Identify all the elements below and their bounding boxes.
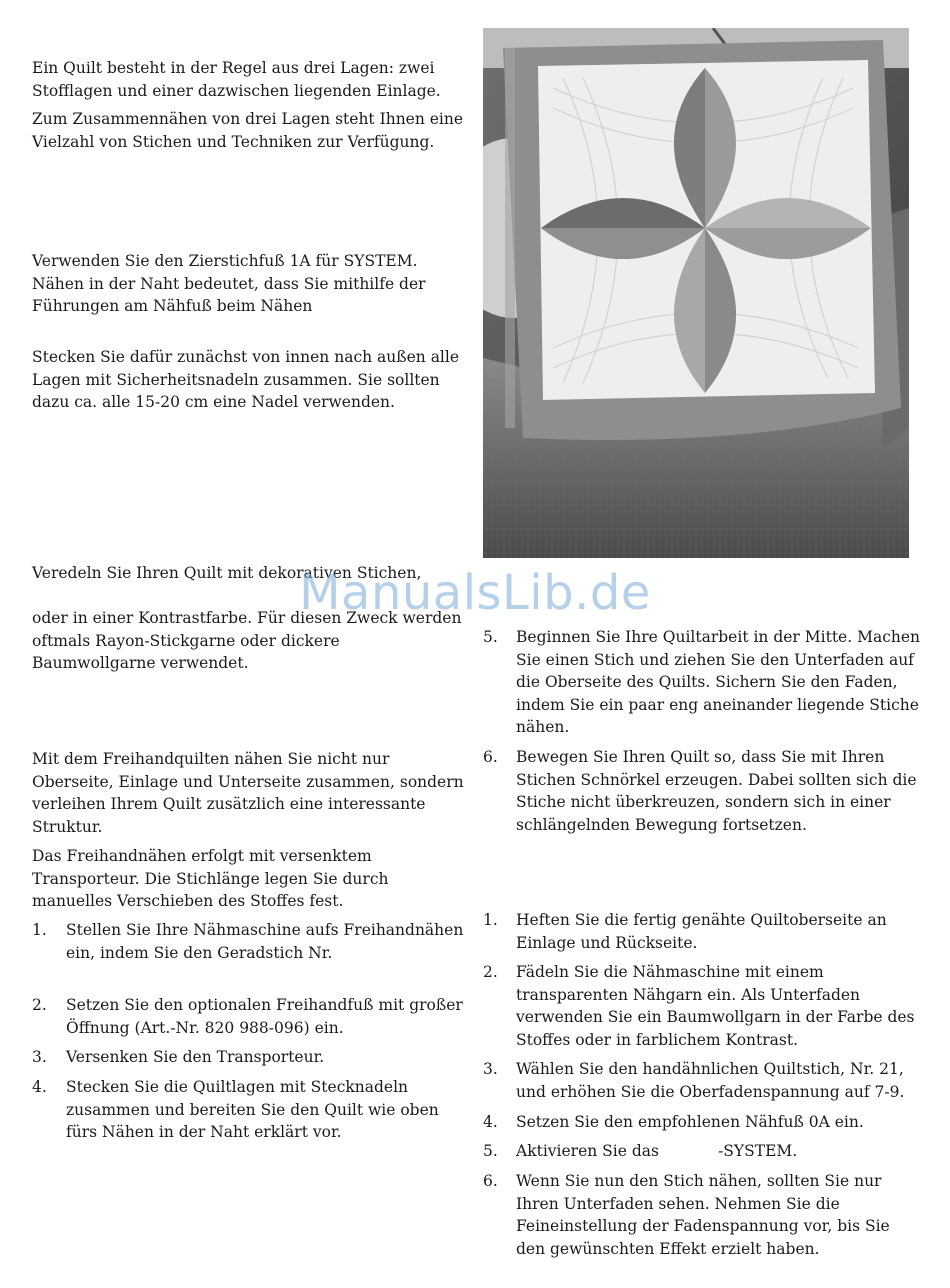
step-text: Setzen Sie den empfohlenen Nähfuß 0A ein.	[516, 1113, 864, 1131]
step-number: 1.	[483, 911, 498, 929]
step-number: 4.	[483, 1113, 498, 1131]
watermark: ManualsLib.de	[299, 565, 651, 621]
intro-paragraph-2: Zum Zusammennähen von drei Lagen steht Ihnen eine Vielzahl von Stichen und Techniken zur Verfügung.	[32, 110, 464, 151]
step-number: 4.	[32, 1078, 47, 1096]
step-number: 5.	[483, 1142, 498, 1160]
step-text: Versenken Sie den Transporteur.	[66, 1048, 325, 1066]
freehand-paragraph-1: Mit dem Freihandquilten nähen Sie nicht nur Oberseite, Einlage und Unterseite zusammen, sondern verleihen Ihrem Quilt zusätzlich eine interessante Struktur.	[32, 750, 464, 836]
pinning-paragraph: Stecken Sie dafür zunächst von innen nach außen alle Lagen mit Sicherheitsnadeln zusammen. Sie sollten dazu ca. alle 15-20 cm eine Nadel verwenden.	[32, 348, 460, 411]
freehand-paragraph-2: Das Freihandnähen erfolgt mit versenktem Transporteur. Die Stichlänge legen Sie durch manuelles Verschieben des Stoffes fest.	[32, 847, 389, 910]
step-text: Stellen Sie Ihre Nähmaschine aufs Freihandnähen ein, indem Sie den Geradstich Nr.	[66, 921, 464, 962]
step-number: 2.	[32, 996, 47, 1014]
step-text: Stecken Sie die Quiltlagen mit Stecknadeln zusammen und bereiten Sie den Quilt wie oben fürs Nähen in der Naht erklärt vor.	[66, 1078, 439, 1141]
step-text: Wenn Sie nun den Stich nähen, sollten Sie nur Ihren Unterfaden sehen. Nehmen Sie die Feineinstellung der Fadenspannung vor, bis Sie den gewünschten Effekt erzielt haben.	[516, 1172, 890, 1258]
decorative-paragraph-2: oder in einer Kontrastfarbe. Für diesen Zweck werden oftmals Rayon-Stickgarne oder dickere Baumwollgarne verwendet.	[32, 609, 462, 672]
step-number: 2.	[483, 963, 498, 981]
step-text: Fädeln Sie die Nähmaschine mit einem transparenten Nähgarn ein. Als Unterfaden verwenden Sie ein Baumwollgarn in der Farbe des Stoffes oder in farblichem Kontrast.	[516, 963, 915, 1049]
step-text: Heften Sie die fertig genähte Quiltoberseite an Einlage und Rückseite.	[516, 911, 887, 952]
step-number: 5.	[483, 628, 498, 646]
step-number: 3.	[32, 1048, 47, 1066]
step-text: Wählen Sie den handähnlichen Quiltstich, Nr. 21, und erhöhen Sie die Oberfadenspannung auf 7-9.	[516, 1060, 905, 1101]
step-text: Bewegen Sie Ihren Quilt so, dass Sie mit Ihren Stichen Schnörkel erzeugen. Dabei sollten sich die Stiche nicht überkreuzen, sondern sich in einer schlängelnden Bewegung fortsetzen.	[516, 748, 917, 834]
seam-paragraph: Verwenden Sie den Zierstichfuß 1A für SYSTEM. Nähen in der Naht bedeutet, dass Sie mithilfe der Führungen am Nähfuß beim Nähen	[32, 252, 426, 315]
step-text: Setzen Sie den optionalen Freihandfuß mit großer Öffnung (Art.-Nr. 820 988-096) ein.	[66, 996, 463, 1037]
step-number: 1.	[32, 921, 47, 939]
step-number: 6.	[483, 1172, 498, 1190]
step-text: Aktivieren Sie das -SYSTEM.	[516, 1142, 798, 1160]
decorative-paragraph-1: Veredeln Sie Ihren Quilt mit dekorativen Stichen,	[32, 564, 422, 582]
step-number: 3.	[483, 1060, 498, 1078]
quilted-pillow-photo	[483, 28, 909, 558]
step-number: 6.	[483, 748, 498, 766]
intro-paragraph-1: Ein Quilt besteht in der Regel aus drei Lagen: zwei Stofflagen und einer dazwischen liegenden Einlage.	[32, 59, 441, 100]
step-text: Beginnen Sie Ihre Quiltarbeit in der Mitte. Machen Sie einen Stich und ziehen Sie den Unterfaden auf die Oberseite des Quilts. Sichern Sie den Faden, indem Sie ein paar eng aneinander liegende Stiche nähen.	[516, 628, 921, 736]
